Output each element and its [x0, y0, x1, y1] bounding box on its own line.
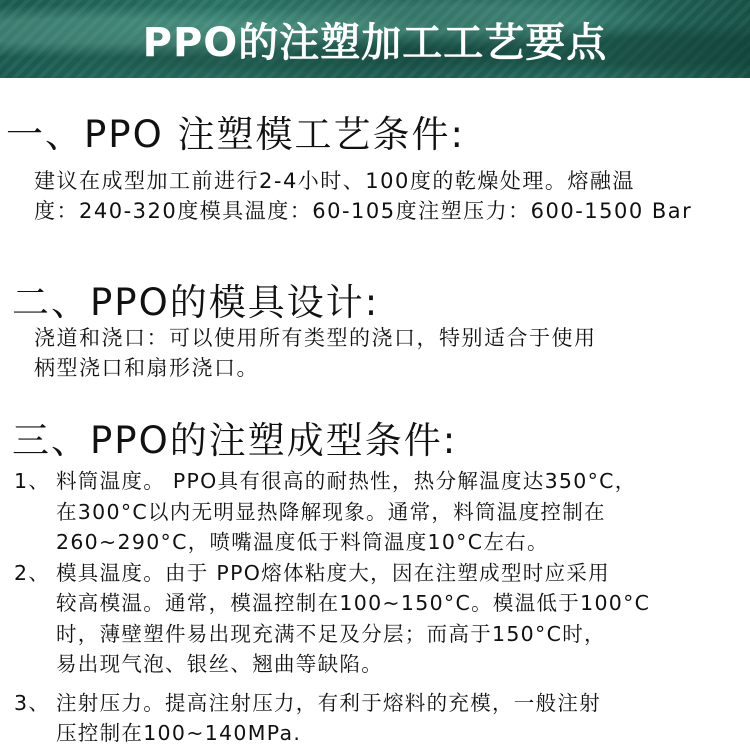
list-item-first-line	[14, 558, 744, 589]
list-item-line: 较高模温。通常，模温控制在100~150°C。模温低于100°C	[56, 591, 651, 615]
list-item-text: 注射压力。提高注射压力，有利于熔料的充模，一般注射	[56, 690, 601, 715]
list-item-first-line	[14, 688, 744, 719]
section-3-list	[14, 466, 744, 749]
section-1-paragraph	[34, 166, 692, 226]
section-1-heading: 一、PPO 注塑模工艺条件:	[6, 113, 465, 156]
list-item-text: 模具温度。由于 PPO熔体粘度大，因在注塑成型时应采用	[56, 560, 610, 585]
list-item	[14, 466, 744, 558]
section-2-line: 柄型浇口和扇形浇口。	[34, 356, 259, 380]
list-item-number: 1、	[14, 469, 51, 493]
list-item-line: 260~290°C，喷嘴温度低于料筒温度10°C左右。	[56, 530, 549, 554]
list-item-text: 料筒温度。 PPO具有很高的耐热性，热分解温度达350°C，	[56, 469, 637, 493]
section-2-paragraph	[34, 323, 597, 383]
list-item-line: 在300°C以内无明显热降解现象。通常，料筒温度控制在	[56, 499, 606, 524]
section-2-heading: 二、PPO的模具设计:	[12, 281, 380, 324]
list-item-first-line	[14, 466, 744, 497]
page-title: PPO的注塑加工工艺要点	[142, 19, 608, 66]
list-item-line: 时，薄壁塑件易出现充满不足及分层；而高于150°C时，	[56, 621, 606, 646]
list-item	[14, 688, 744, 749]
section-1-line: 建议在成型加工前进行2-4小时、100度的乾燥处理。熔融温	[34, 169, 635, 193]
list-item-number: 2、	[14, 560, 51, 585]
section-1-line: 度：240-320度模具温度：60-105度注塑压力：600-1500 Bar	[34, 199, 693, 223]
list-item-number: 3、	[14, 690, 51, 715]
section-3-heading: 三、PPO的注塑成型条件:	[12, 419, 458, 462]
section-2-line: 浇道和浇口：可以使用所有类型的浇口，特别适合于使用	[34, 326, 597, 350]
list-item-line: 易出现气泡、银丝、翘曲等缺陷。	[56, 652, 383, 676]
list-item-line: 压控制在100~140MPa.	[56, 721, 302, 745]
title-banner	[0, 0, 750, 78]
list-item	[14, 558, 744, 680]
